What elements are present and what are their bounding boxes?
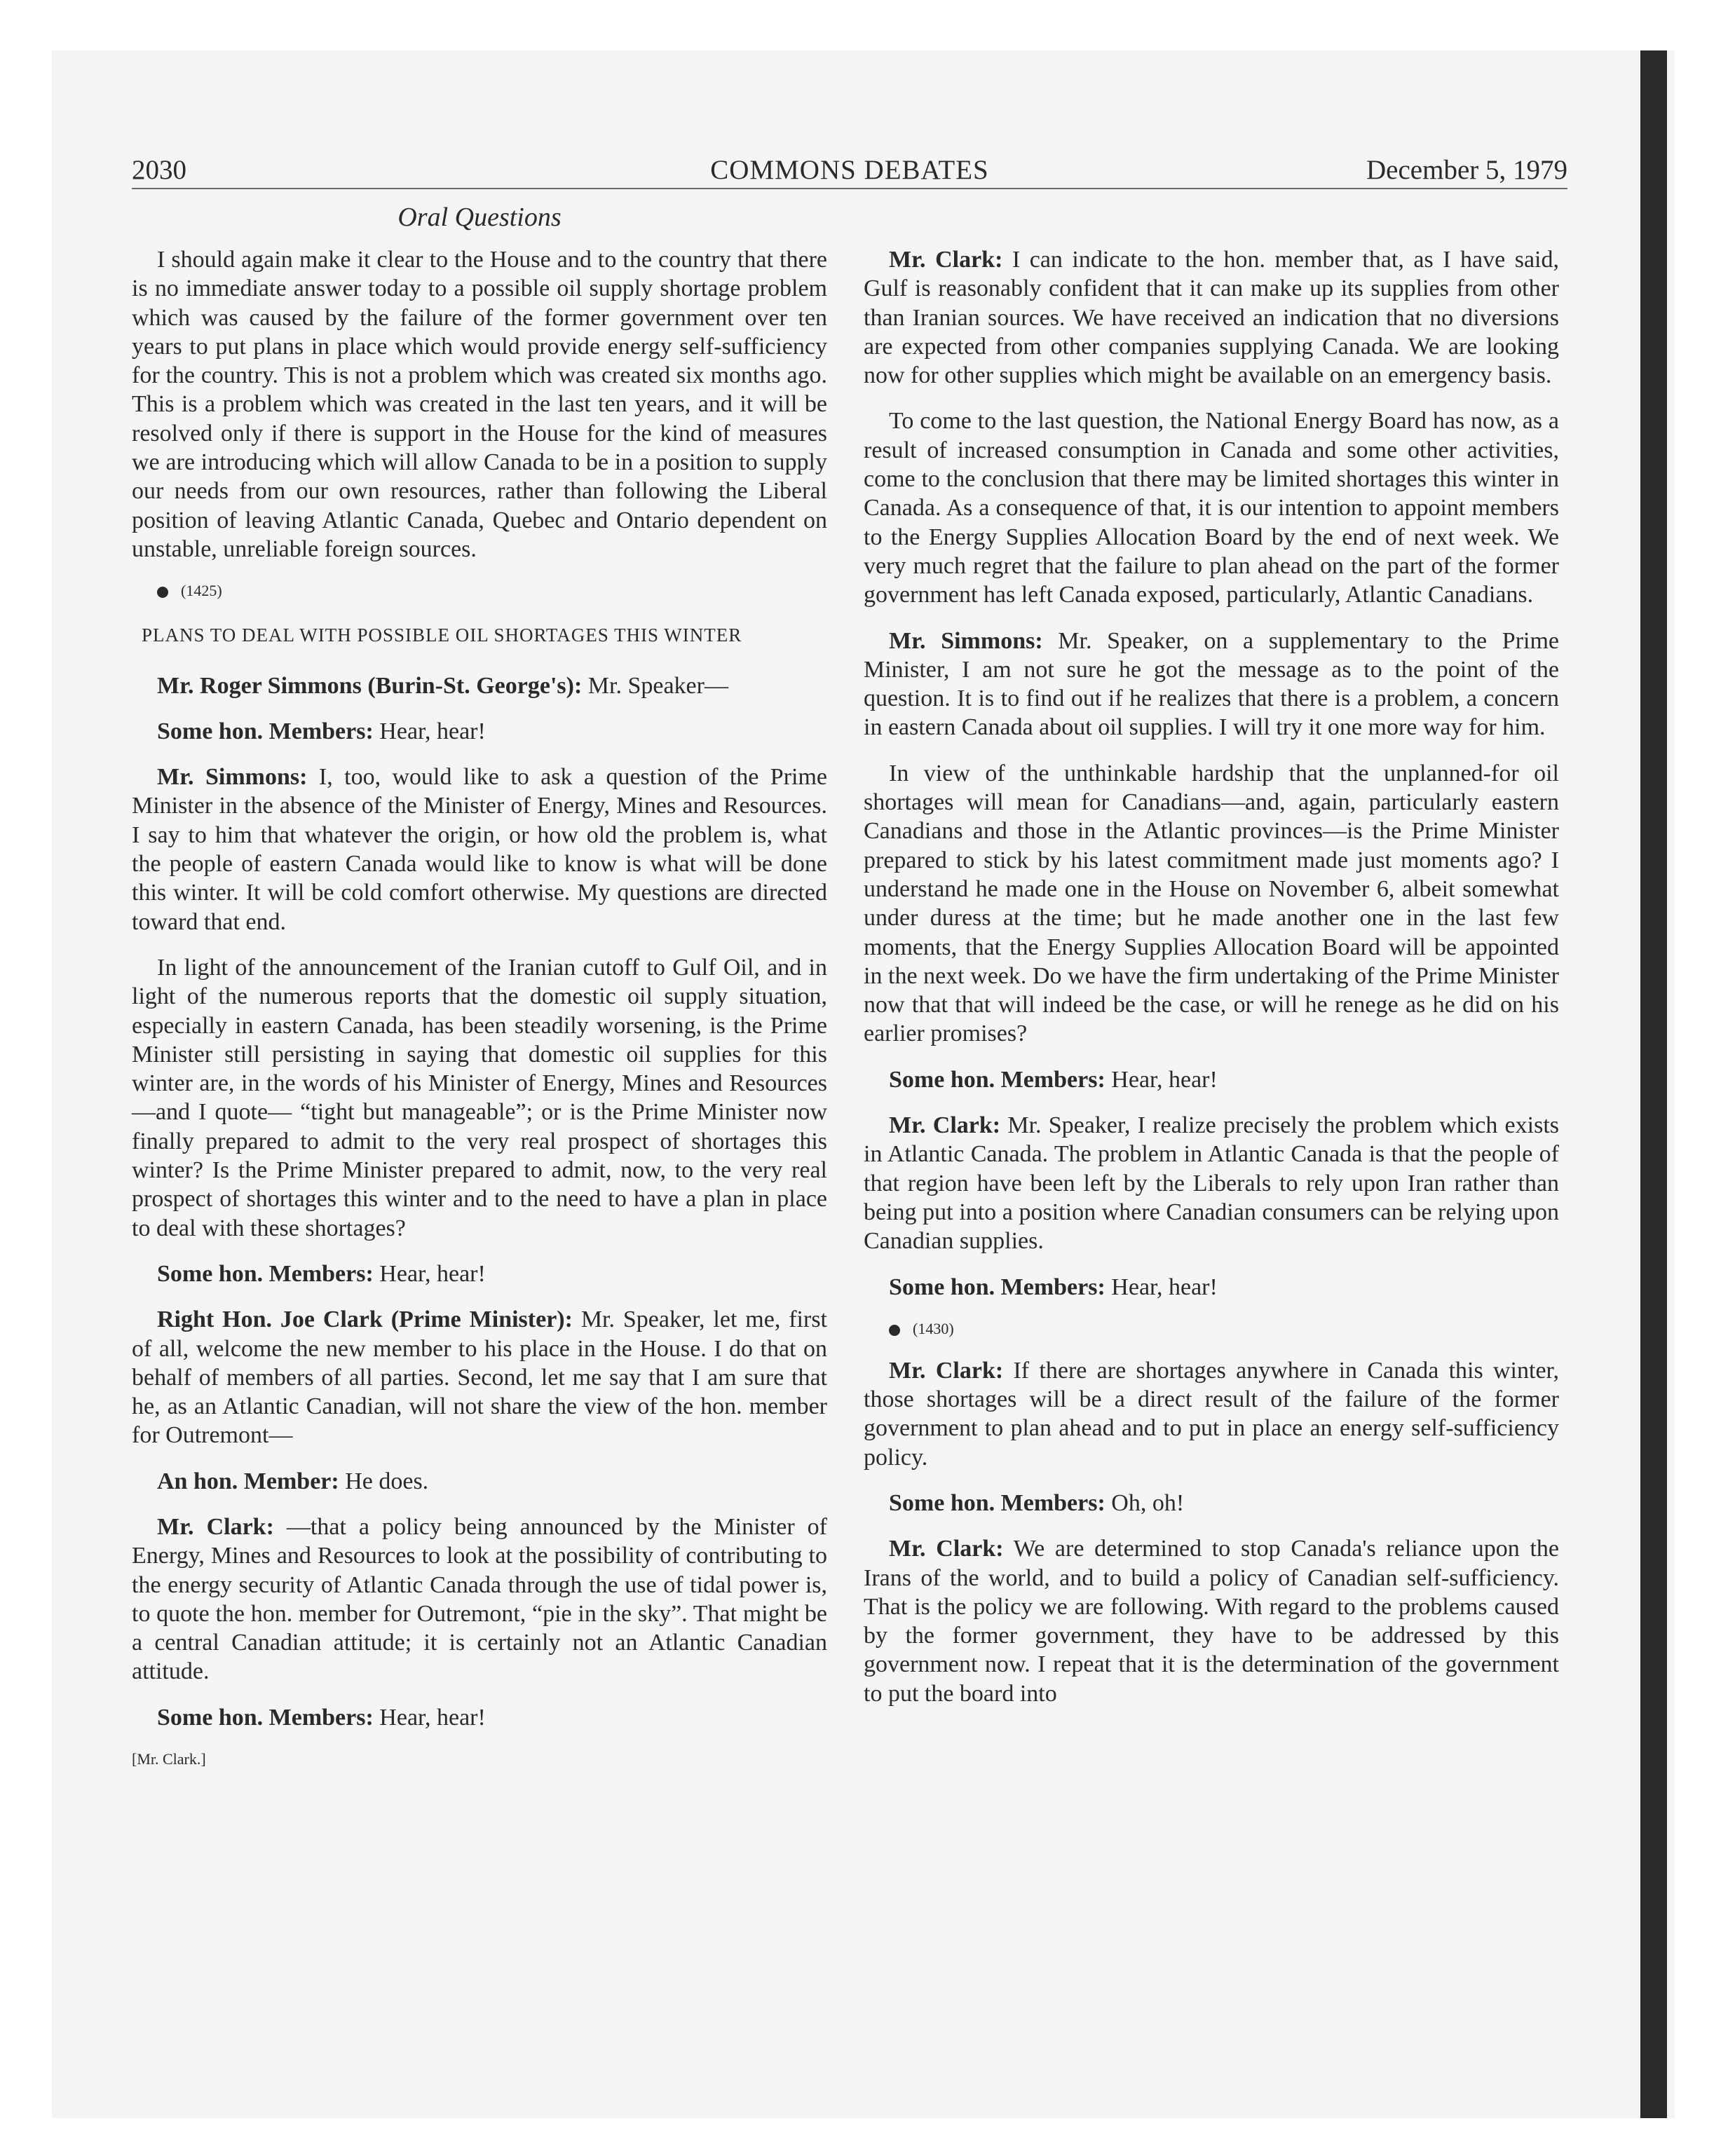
speech [864,1489,1559,1517]
footer-note: [Mr. Clark.] [132,1750,206,1768]
speech-text: We are determined to stop Canada's reliance upon the Irans of the world, and to build a policy of Canadian self-sufficiency. That is the policy we are following. With regard to the problems caused by the former government, they have to be addressed by this government now. I repeat that it is the determination of the government to put the board into [864,1536,1559,1707]
speech-text: Hear, hear! [379,718,486,744]
header-date: December 5, 1979 [1366,155,1567,185]
right-column [864,245,1559,1725]
speech [864,1356,1559,1472]
bullet-icon [157,587,168,598]
speech [132,1703,827,1732]
time-marker [132,580,827,601]
speech-text: Mr. Speaker, I realize precisely the problem which exists in Atlantic Canada. The problem in Atlantic Canada is that the people of that region have been left by the Liberals to rely upon Iran rather than being put into a position where Canadian consumers can be relying upon Canadian supplies. [864,1112,1560,1255]
speaker-name: An hon. Member: [157,1468,339,1494]
speech-text: Hear, hear! [379,1704,486,1731]
speaker-name: Some hon. Members: [157,1704,374,1731]
speech [864,245,1559,390]
speaker-name: Mr. Clark: [889,1536,1004,1562]
page-number: 2030 [132,155,186,185]
paragraph: In light of the announcement of the Iranian cutoff to Gulf Oil, and in light of the numerous reports that the domestic oil supply situation, especially in eastern Canada, has been steadily worsening, is the Prime Minister still persisting in saying that domestic oil supplies for this winter are, in the words of his Minister of Energy, Mines and Resources—and I quote— “tight but manageable”; or is the Prime Minister now finally prepared to admit to the very real prospect of shortages this winter? Is the Prime Minister prepared to admit, now, to the very real prospect of shortages this winter and to the need to have a plan in place to deal with these shortages? [132,954,827,1241]
speaker-name: Mr. Clark: [889,1112,1001,1139]
speech [132,671,827,700]
speaker-name: Mr. Clark: [889,1357,1004,1384]
speech-text: Hear, hear! [379,1260,486,1287]
publication-title: COMMONS DEBATES [710,155,989,185]
speech [132,1513,827,1686]
speaker-name: Mr. Clark: [889,247,1003,273]
speech-text: Mr. Speaker, on a supplementary to the Prime Minister, I am not sure he got the message as to the point of the question. It is to find out if he realizes that there is a problem, a concern in eastern Canada about oil supplies. I will try it one more way for him. [864,627,1559,741]
speech-text: I can indicate to the hon. member that, as I have said, Gulf is reasonably confident that it can make up its supplies from other than Iranian sources. We have received an indication that no diversions are expected from other companies supplying Canada. We are looking now for other supplies which might be available on an emergency basis. [864,247,1560,389]
speech [864,1065,1559,1094]
speech-text: Oh, oh! [1111,1489,1185,1516]
speech-text: If there are shortages anywhere in Canada this winter, those shortages will be a direct result of the failure of the former government to plan ahead and to put in place an energy self-sufficiency policy. [864,1357,1560,1471]
speech [132,717,827,746]
time-marker [864,1318,1559,1339]
speaker-name: Mr. Simmons: [889,627,1043,654]
speech [864,1534,1559,1708]
speech [864,627,1559,742]
speaker-name: Some hon. Members: [889,1489,1105,1516]
section-title: Oral Questions [397,203,562,232]
speech [864,1111,1559,1255]
speech-text: Hear, hear! [1111,1274,1218,1300]
speech-text: Mr. Speaker, let me, first of all, welcome the new member to his place in the House. I do that on behalf of members of all parties. Second, let me say that I am sure that he, as an Atlantic Canadian, will not share the view of the hon. member for Outremont— [132,1306,827,1449]
header-rule [132,188,1567,189]
speaker-name: Some hon. Members: [157,718,374,744]
speaker-name: Mr. Clark: [157,1513,274,1540]
paragraph: I should again make it clear to the House and to the country that there is no immediate answer today to a possible oil supply shortage problem which was caused by the failure of the former government over ten years to put plans in place which would provide energy self-sufficiency for the country. This is not a problem which was created six months ago. This is a problem which was created in the last ten years, and it will be resolved only if there is support in the House for the kind of measures we are introducing which will allow Canada to be in a position to supply our needs from our own resources, rather than following the Liberal position of leaving Atlantic Canada, Quebec and Ontario dependent on unstable, unreliable foreign sources. [132,247,827,562]
speech-text: He does. [345,1468,429,1494]
subheading: PLANS TO DEAL WITH POSSIBLE OIL SHORTAGES THIS WINTER [142,625,742,646]
speaker-name: Some hon. Members: [157,1260,374,1287]
speaker-name: Some hon. Members: [889,1066,1105,1093]
time-stamp: (1430) [913,1319,954,1337]
speaker-name: Right Hon. Joe Clark (Prime Minister): [157,1306,573,1333]
left-column [132,245,827,1790]
speaker-name: Some hon. Members: [889,1274,1105,1300]
speech [132,1467,827,1496]
speech-text: Hear, hear! [1111,1066,1218,1093]
speech-text: Mr. Speaker— [587,672,728,699]
speaker-name: Mr. Simmons: [157,764,308,791]
time-stamp: (1425) [181,582,222,600]
speech-text: I, too, would like to ask a question of the Prime Minister in the absence of the Minister of Energy, Mines and Resources. I say to him that whatever the origin, or how old the problem is, what the people of eastern Canada would like to know is what will be done this winter. It will be cold comfort otherwise. My questions are directed toward that end. [132,764,827,935]
bullet-icon [889,1325,900,1336]
speech [132,1305,827,1449]
speech [864,1273,1559,1302]
scan-edge [1640,50,1667,2118]
speech [132,1260,827,1288]
paragraph: To come to the last question, the National Energy Board has now, as a result of increased consumption in Canada and some other activities, come to the conclusion that there may be limited shortages this winter in Canada. As a consequence of that, it is our intention to appoint members to the Energy Supplies Allocation Board by the end of next week. We very much regret that the failure to plan ahead on the part of the former government has left Canada exposed, particularly, Atlantic Canadians. [864,408,1559,608]
page-header [132,151,1567,190]
speech [132,763,827,936]
paragraph: In view of the unthinkable hardship that the unplanned-for oil shortages will mean for Canadians—and, again, particularly eastern Canadians and those in the Atlantic provinces—is the Prime Minister prepared to stick by his latest commitment made just moments ago? I understand he made one in the House on November 6, albeit somewhat under duress at the time; but he made another one in the last few moments, that the Energy Supplies Allocation Board will be appointed in the next week. Do we have the firm undertaking of the Prime Minister now that that will indeed be the case, or will he renege as he did on his earlier promises? [864,760,1559,1047]
speaker-name: Mr. Roger Simmons (Burin-St. George's): [157,672,583,699]
speech-text: —that a policy being announced by the Minister of Energy, Mines and Resources to look at the possibility of contributing to the energy security of Atlantic Canada through the use of tidal power is, to quote the hon. member for Outremont, “pie in the sky”. That might be a central Canadian attitude; it is certainly not an Atlantic Canadian attitude. [132,1513,827,1685]
